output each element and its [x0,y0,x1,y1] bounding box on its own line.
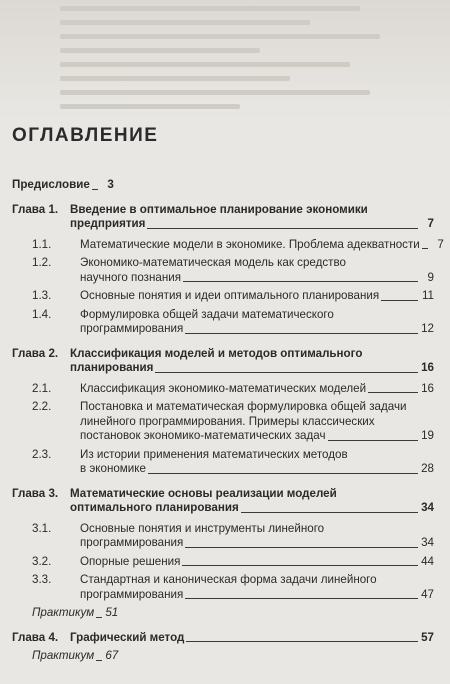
toc-entry-page: 34 [421,536,434,549]
leader-line [155,372,418,373]
toc-entry-number: 3.1. [32,521,52,535]
toc-entry-number: Глава 3. [12,486,59,500]
toc-entry-title-line: Опорные решения [80,554,181,568]
leader-line [186,641,418,642]
toc-entry [12,606,434,621]
toc-entry [12,308,434,337]
toc-entry [12,289,434,304]
toc-entry-page: 16 [421,381,434,395]
leader-line [147,228,418,229]
toc-entry-title-line: Постановка и математическая формулировка общей задачи [80,400,407,413]
toc-entry-title-line: предприятия [70,217,146,230]
toc-entry-title-line: Практикум [32,606,95,619]
toc-entry [12,649,434,664]
toc-entry [12,631,434,646]
toc-entry-page: 11 [421,289,434,302]
toc-entry [12,400,434,444]
toc-entry-page: 57 [421,630,434,644]
leader-line [185,598,418,599]
leader-line [422,248,428,249]
toc-entry-title-line: Графический метод [70,630,185,644]
toc-entry-page: 51 [105,606,119,619]
toc-entry-title-line: Классификация моделей и методов оптимального [70,346,363,360]
leader-line [96,660,102,661]
toc-entry [12,555,434,570]
leader-line [185,333,418,334]
toc-entry-title-line: Экономико-математическая модель как средство [80,256,346,269]
toc-entry-number: 3.2. [32,554,52,568]
toc-entry [12,347,434,376]
toc-entry-title-line: Стандартная и каноническая форма задачи линейного [80,573,377,586]
toc-entry-title-line: программирования [80,536,184,549]
toc-entry-number: 1.3. [32,289,52,302]
toc-entry-page: 7 [437,237,444,251]
toc-entry-page: 47 [421,587,434,601]
toc-entry-title-line: оптимального планирования [70,501,239,514]
toc-entry-number: 1.2. [32,256,52,269]
toc-entry-title-line: Предисловие [12,178,90,191]
toc-entry-number: 1.4. [32,307,52,321]
toc-entry-page: 28 [421,462,434,475]
toc-entry-title-line: Математические основы реализации моделей [70,486,337,500]
toc-entry-title-line: программирования [80,322,184,335]
toc-entry-page: 19 [421,429,434,442]
toc-entry [12,522,434,551]
toc-entry-title-line: научного познания [80,270,181,284]
toc-entry [12,573,434,602]
leader-line [182,565,418,566]
toc-entry-page: 12 [421,322,434,335]
leader-line [183,281,418,282]
toc-entry [12,256,434,285]
toc-entry-number: 2.1. [32,381,52,395]
toc-entry-page: 16 [421,361,434,374]
toc-entry-page: 44 [421,554,434,568]
leader-line [185,547,418,548]
toc-entry-number: Глава 2. [12,346,59,360]
toc-entry-title-line: Основные понятия и идеи оптимального планирования [80,289,380,302]
toc-entry-number: Глава 4. [12,630,59,644]
toc-entry [12,203,434,232]
toc-entry [12,487,434,516]
leader-line [328,440,418,441]
leader-line [381,300,418,301]
leader-line [241,512,418,513]
toc-entry-page: 9 [427,270,434,284]
toc-entry-title-line: линейного программирования. Примеры классических [80,414,375,428]
toc-entry-page: 34 [421,501,434,514]
previous-page-bleed-through [0,0,450,120]
toc-entry [12,178,434,193]
toc-entry-page: 7 [427,217,434,230]
toc-entry-number: 2.3. [32,447,52,461]
toc-entry-title-line: Практикум [32,649,95,662]
toc-entry-number: 1.1. [32,237,52,251]
toc-entry-title-line: Классификация экономико-математических моделей [80,381,367,395]
table-of-contents [12,178,444,664]
page-title: ОГЛАВЛЕНИЕ [12,125,159,146]
toc-entry-title-line: программирования [80,587,184,601]
toc-entry-title-line: Математические модели в экономике. Проблема адекватности [80,237,420,251]
toc-entry [12,382,434,397]
toc-entry [12,237,444,253]
toc-entry-title-line: планирования [70,361,154,374]
toc-entry-number: Глава 1. [12,202,59,216]
toc-entry-title-line: Основные понятия и инструменты линейного [80,521,325,535]
toc-entry-title-line: в экономике [80,462,146,475]
leader-line [368,392,418,393]
toc-entry-title-line: Из истории применения математических методов [80,447,348,461]
toc-entry-title-line: Формулировка общей задачи математического [80,307,334,321]
toc-entry-page: 67 [105,649,119,662]
leader-line [92,189,98,190]
toc-entry-page: 3 [107,178,114,191]
toc-entry-title-line: Введение в оптимальное планирование экономики [70,202,368,216]
leader-line [96,617,102,618]
leader-line [148,473,418,474]
toc-entry-number: 3.3. [32,573,52,586]
toc-entry-title-line: постановок экономико-математических задач [80,429,326,442]
toc-entry [12,448,434,477]
toc-entry-number: 2.2. [32,400,52,413]
